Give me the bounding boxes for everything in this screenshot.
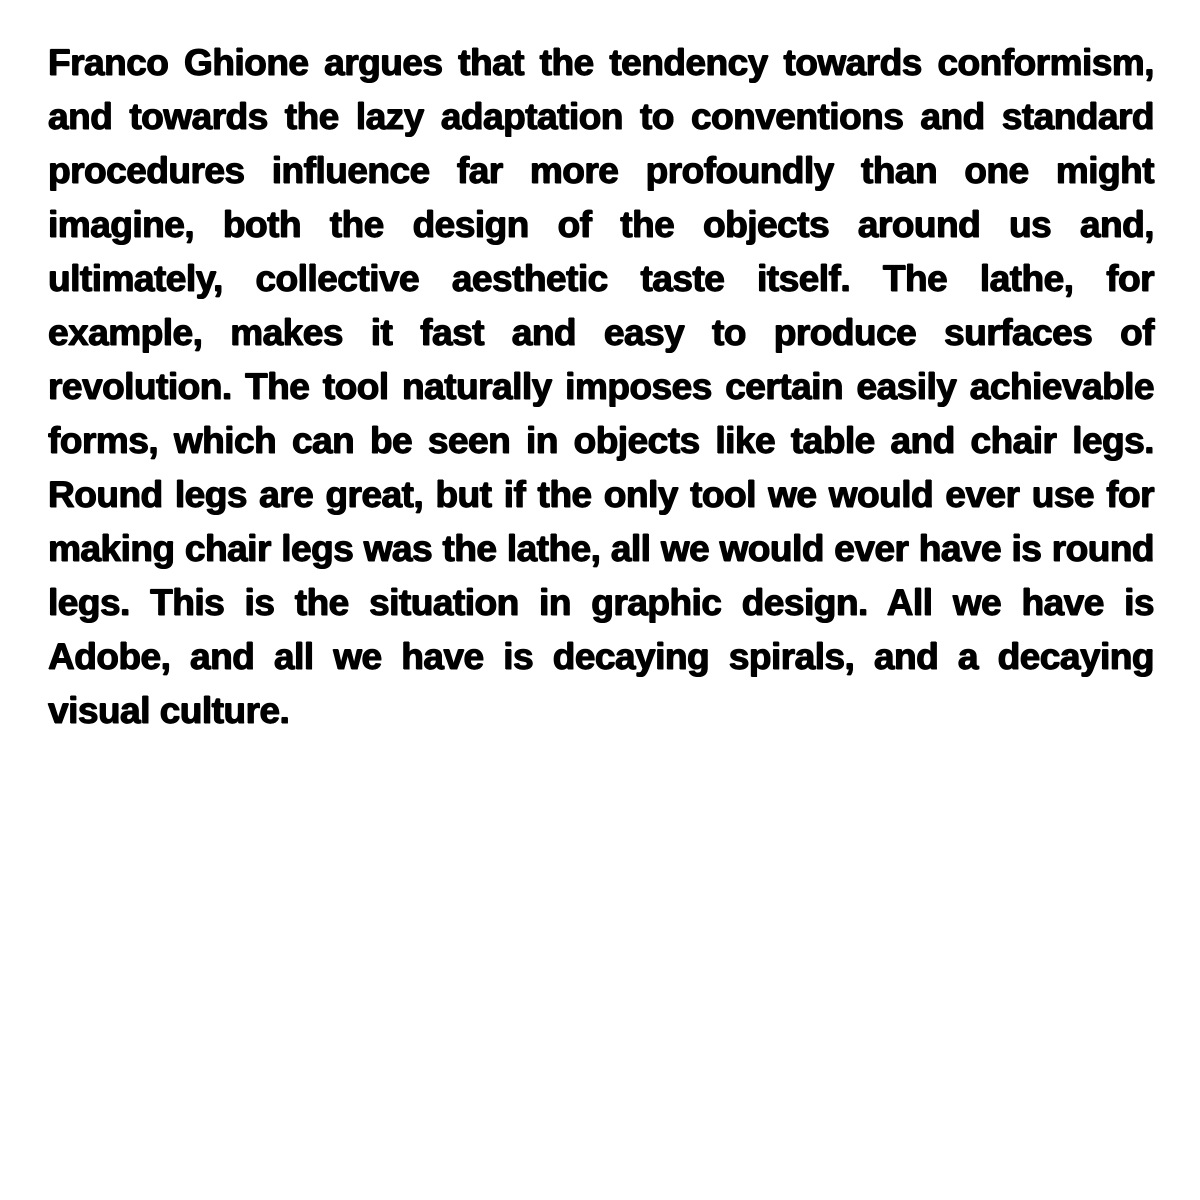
- paragraph-text: Franco Ghione argues that the tendency towards conformism, and towards the lazy adaptation to conventions and standard procedures influence far more profoundly than one might imagine, both the design of the objects around us and, ultimately, collective aesthetic taste itself. The lathe, for example, makes it fast and easy to produce surfaces of revolution. The tool naturally imposes certain easily achievable forms, which can be seen in objects like table and chair legs. Round legs are great, but if the only tool we would ever use for making chair legs was the lathe, all we would ever have is round legs. This is the situation in graphic design. All we have is Adobe, and all we have is decaying spirals, and a decaying visual culture.: [48, 42, 1154, 731]
